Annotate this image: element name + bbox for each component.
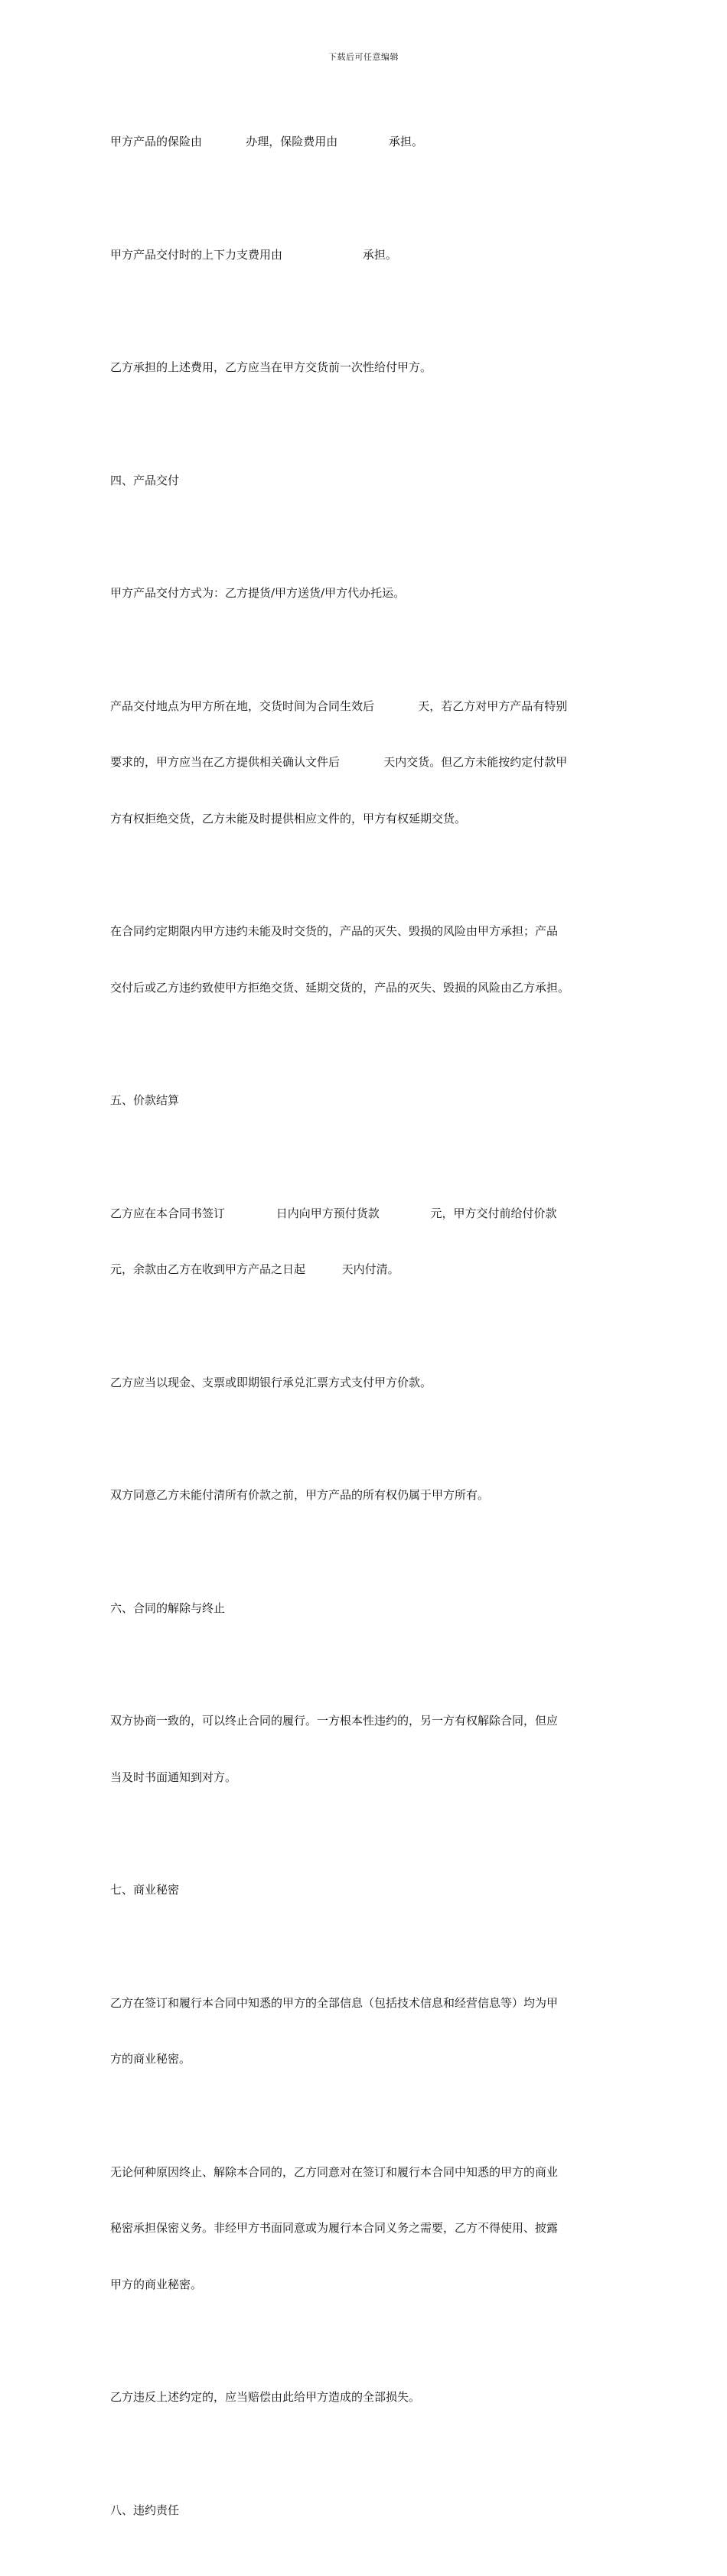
- fee-payment-paragraph: [110, 321, 618, 415]
- text-line: 双方同意乙方未能付清所有价款之前，甲方产品的所有权仍属于甲方所有。: [110, 1488, 490, 1502]
- text-line: 方的商业秘密。: [110, 2052, 191, 2066]
- payment-method-paragraph: [110, 1336, 618, 1430]
- ownership-paragraph: [110, 1448, 618, 1542]
- text-line: 双方协商一致的，可以终止合同的履行。一方根本性违约的，另一方有权解除合同，但应: [110, 1714, 559, 1728]
- section-heading: 五、价款结算: [110, 1093, 180, 1107]
- text-line: 要求的，甲方应当在乙方提供相关确认文件后 天内交货。但乙方未能按约定付款甲: [110, 755, 568, 769]
- section-heading-liability: [110, 2464, 618, 2558]
- text-line: 在合同约定期限内甲方违约未能及时交货的，产品的灭失、毁损的风险由甲方承担；产品: [110, 924, 559, 938]
- text-line: 方有权拒绝交货，乙方未能及时提供相应文件的，甲方有权延期交货。: [110, 811, 467, 826]
- text-line: 甲方产品交付方式为：乙方提货/甲方送货/甲方代办托运。: [110, 586, 406, 600]
- text-line: 甲方的商业秘密。: [110, 2277, 203, 2291]
- text-line: 秘密承担保密义务。非经甲方书面同意或为履行本合同义务之需要，乙方不得使用、披露: [110, 2221, 559, 2235]
- text-line: 元，余款由乙方在收到甲方产品之日起 天内付清。: [110, 1262, 399, 1276]
- handling-fee-paragraph: [110, 208, 618, 302]
- insurance-paragraph: [110, 95, 618, 189]
- section-heading-secrets: [110, 1843, 618, 1937]
- text-line: 乙方应在本合同书签订 日内向甲方预付货款 元，甲方交付前给付价款: [110, 1206, 557, 1220]
- secrets-definition-paragraph: [110, 1956, 618, 2106]
- text-line: 产品交付地点为甲方所在地，交货时间为合同生效后 天，若乙方对甲方产品有特别: [110, 699, 568, 713]
- section-heading: 四、产品交付: [110, 473, 180, 487]
- section-heading: 八、违约责任: [110, 2503, 180, 2517]
- text-line: 乙方应当以现金、支票或即期银行承兑汇票方式支付甲方价款。: [110, 1375, 432, 1389]
- damages-paragraph: [110, 2350, 618, 2444]
- text-line: 甲方产品的保险由 办理，保险费用由 承担。: [110, 135, 423, 148]
- risk-transfer-paragraph: [110, 884, 618, 1034]
- text-line: 交付后或乙方违约致使甲方拒绝交货、延期交货的，产品的灭失、毁损的风险由乙方承担。: [110, 980, 570, 995]
- termination-paragraph: [110, 1674, 618, 1824]
- text-line: 当及时书面通知到对方。: [110, 1770, 237, 1784]
- confidentiality-paragraph: [110, 2125, 618, 2332]
- delivery-method-paragraph: [110, 546, 618, 640]
- text-line: 乙方违反上述约定的，应当赔偿由此给甲方造成的全部损失。: [110, 2390, 421, 2404]
- section-heading: 七、商业秘密: [110, 1883, 180, 1897]
- delivery-location-paragraph: [110, 659, 618, 866]
- text-line: 乙方承担的上述费用，乙方应当在甲方交货前一次性给付甲方。: [110, 360, 432, 374]
- section-heading-delivery: [110, 434, 618, 528]
- section-heading-payment: [110, 1054, 618, 1148]
- section-heading: 六、合同的解除与终止: [110, 1601, 226, 1615]
- document-body: [110, 95, 618, 2576]
- section-heading-termination: [110, 1562, 618, 1656]
- text-line: 甲方产品交付时的上下力支费用由 承担。: [110, 247, 397, 262]
- payment-terms-paragraph: [110, 1167, 618, 1317]
- text-line: 乙方在签订和履行本合同中知悉的甲方的全部信息（包括技术信息和经营信息等）均为甲: [110, 1995, 559, 2010]
- text-line: 无论何种原因终止、解除本合同的，乙方同意对在签订和履行本合同中知悉的甲方的商业: [110, 2164, 559, 2179]
- page-header: 下载后可任意编辑: [328, 52, 399, 62]
